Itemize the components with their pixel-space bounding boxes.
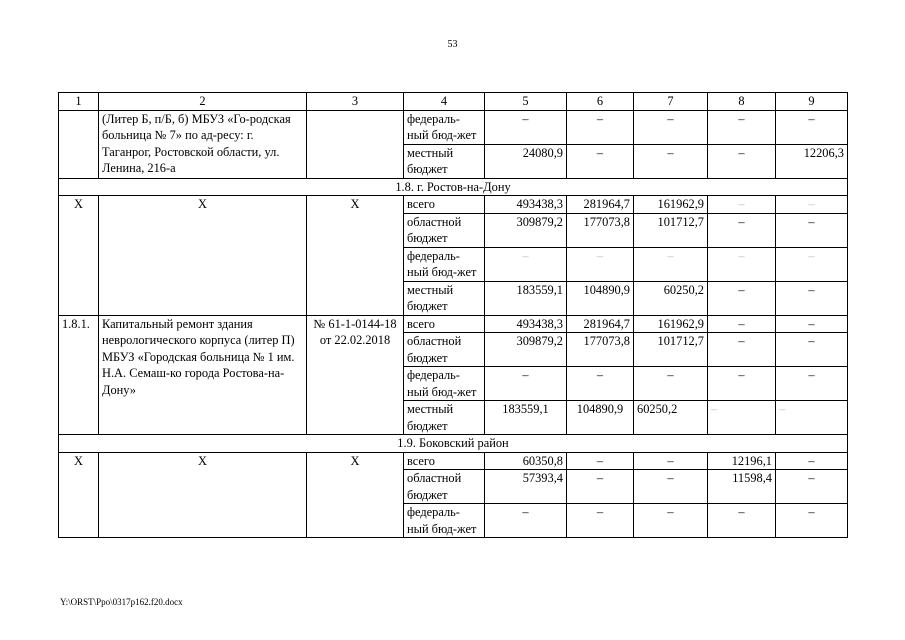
- funding-source: областной бюджет: [404, 213, 485, 247]
- value-cell: –: [776, 213, 848, 247]
- value-cell: 177073,8: [567, 213, 634, 247]
- table-row: [59, 452, 848, 470]
- value-cell: –: [708, 367, 776, 401]
- table-row: [59, 110, 848, 144]
- value-cell: 57393,4: [485, 470, 567, 504]
- row-number-cell: Х: [59, 452, 99, 538]
- funding-source: местный бюджет: [404, 401, 485, 435]
- funding-source: федераль-ный бюд-жет: [404, 247, 485, 281]
- value-cell: –: [776, 504, 848, 538]
- value-cell: 493438,3: [485, 315, 567, 333]
- value-cell: 12206,3: [776, 144, 848, 178]
- value-cell: –: [708, 281, 776, 315]
- value-cell: –: [567, 247, 634, 281]
- value-cell: 177073,8: [567, 333, 634, 367]
- value-cell: –: [708, 213, 776, 247]
- funding-source: областной бюджет: [404, 470, 485, 504]
- funding-source: местный бюджет: [404, 144, 485, 178]
- value-cell: –: [634, 470, 708, 504]
- section-title-row: [59, 435, 848, 453]
- value-cell: –: [567, 144, 634, 178]
- value-cell: –: [776, 452, 848, 470]
- value-cell: –: [776, 401, 848, 435]
- value-cell: –: [708, 196, 776, 214]
- value-cell: –: [485, 110, 567, 144]
- value-cell: –: [485, 247, 567, 281]
- page-number: 53: [447, 39, 458, 50]
- object-name-cell: Капитальный ремонт здания неврологического корпуса (литер П) МБУЗ «Городская больница № 1 им. Н.А. Семаш-ко города Ростова-на-Дону»: [99, 315, 307, 435]
- section-title: 1.8. г. Ростов-на-Дону: [59, 178, 848, 196]
- value-cell: –: [634, 110, 708, 144]
- column-header: 6: [567, 93, 634, 111]
- value-cell: –: [485, 367, 567, 401]
- value-cell: –: [567, 110, 634, 144]
- funding-source: федераль-ный бюд-жет: [404, 504, 485, 538]
- budget-table: [58, 92, 848, 538]
- column-header: 2: [99, 93, 307, 111]
- value-cell: –: [567, 504, 634, 538]
- section-title: 1.9. Боковский район: [59, 435, 848, 453]
- value-cell: –: [708, 504, 776, 538]
- value-cell: 24080,9: [485, 144, 567, 178]
- value-cell: 60250,2: [634, 401, 708, 435]
- funding-source: всего: [404, 196, 485, 214]
- value-cell: –: [776, 110, 848, 144]
- expertise-cell: Х: [307, 196, 404, 316]
- object-name-cell: Х: [99, 196, 307, 316]
- value-cell: 281964,7: [567, 315, 634, 333]
- value-cell: 60350,8: [485, 452, 567, 470]
- value-cell: 101712,7: [634, 333, 708, 367]
- value-cell: 183559,1: [485, 401, 567, 435]
- value-cell: –: [634, 144, 708, 178]
- value-cell: –: [634, 367, 708, 401]
- value-cell: –: [776, 281, 848, 315]
- value-cell: –: [567, 367, 634, 401]
- funding-source: федераль-ный бюд-жет: [404, 110, 485, 144]
- value-cell: –: [776, 333, 848, 367]
- value-cell: –: [708, 401, 776, 435]
- value-cell: –: [708, 315, 776, 333]
- value-cell: 161962,9: [634, 315, 708, 333]
- value-cell: 281964,7: [567, 196, 634, 214]
- expertise-cell: Х: [307, 452, 404, 538]
- table-row: [59, 196, 848, 214]
- value-cell: –: [708, 110, 776, 144]
- funding-source: местный бюджет: [404, 281, 485, 315]
- section-title-row: [59, 178, 848, 196]
- value-cell: 493438,3: [485, 196, 567, 214]
- value-cell: –: [776, 315, 848, 333]
- funding-source: всего: [404, 315, 485, 333]
- value-cell: 161962,9: [634, 196, 708, 214]
- column-header: 7: [634, 93, 708, 111]
- footer-file-path: Y:\ORST\Ppo\0317p162.f20.docx: [60, 597, 183, 607]
- value-cell: 104890,9: [567, 401, 634, 435]
- value-cell: 60250,2: [634, 281, 708, 315]
- value-cell: –: [634, 504, 708, 538]
- row-number-cell: [59, 110, 99, 178]
- value-cell: –: [634, 247, 708, 281]
- row-number-cell: Х: [59, 196, 99, 316]
- column-header: 8: [708, 93, 776, 111]
- value-cell: –: [776, 247, 848, 281]
- column-header-row: [59, 93, 848, 111]
- value-cell: –: [708, 333, 776, 367]
- value-cell: –: [776, 470, 848, 504]
- value-cell: –: [567, 452, 634, 470]
- object-name-cell: (Литер Б, п/Б, б) МБУЗ «Го-родская больница № 7» по ад-ресу: г. Таганрог, Ростовской области, ул. Ленина, 216-а: [99, 110, 307, 178]
- column-header: 3: [307, 93, 404, 111]
- value-cell: –: [776, 196, 848, 214]
- value-cell: –: [634, 452, 708, 470]
- value-cell: 309879,2: [485, 333, 567, 367]
- column-header: 5: [485, 93, 567, 111]
- table-row: [59, 315, 848, 333]
- funding-source: федераль-ный бюд-жет: [404, 367, 485, 401]
- value-cell: –: [708, 144, 776, 178]
- value-cell: 309879,2: [485, 213, 567, 247]
- value-cell: –: [485, 504, 567, 538]
- value-cell: 104890,9: [567, 281, 634, 315]
- value-cell: 12196,1: [708, 452, 776, 470]
- column-header: 4: [404, 93, 485, 111]
- value-cell: 183559,1: [485, 281, 567, 315]
- value-cell: –: [708, 247, 776, 281]
- funding-source: всего: [404, 452, 485, 470]
- value-cell: –: [567, 470, 634, 504]
- value-cell: 101712,7: [634, 213, 708, 247]
- value-cell: 11598,4: [708, 470, 776, 504]
- column-header: 1: [59, 93, 99, 111]
- column-header: 9: [776, 93, 848, 111]
- expertise-cell: [307, 110, 404, 178]
- object-name-cell: Х: [99, 452, 307, 538]
- funding-source: областной бюджет: [404, 333, 485, 367]
- row-number-cell: 1.8.1.: [59, 315, 99, 435]
- value-cell: –: [776, 367, 848, 401]
- expertise-cell: № 61-1-0144-18 от 22.02.2018: [307, 315, 404, 435]
